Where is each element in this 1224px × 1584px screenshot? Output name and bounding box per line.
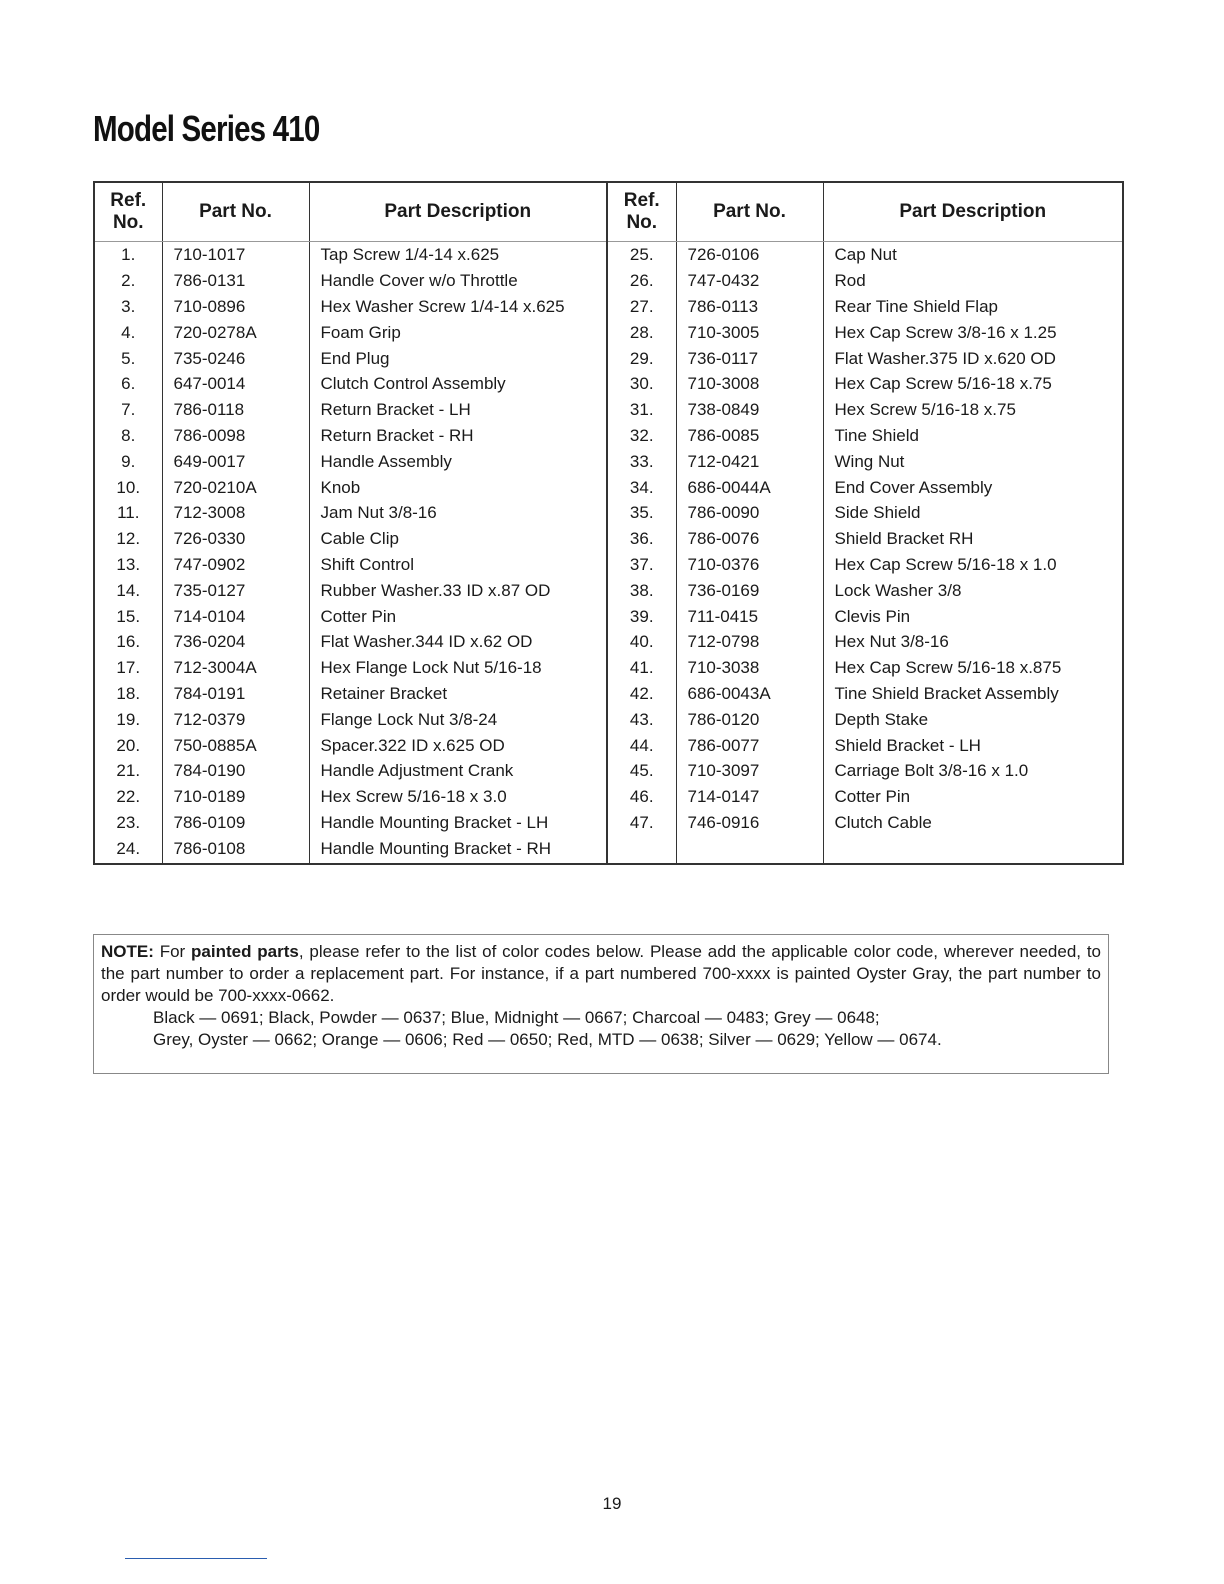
part-description-cell: Handle Cover w/o Throttle — [309, 268, 607, 294]
ref-cell: 22. — [94, 784, 162, 810]
part-no-cell: 786-0077 — [676, 732, 823, 758]
table-row — [94, 345, 1123, 371]
part-description-cell: Rear Tine Shield Flap — [823, 294, 1123, 320]
ref-cell: 18. — [94, 681, 162, 707]
ref-cell: 28. — [607, 319, 676, 345]
note-paragraph: NOTE: For painted parts, please refer to the list of color codes below. Please add the applicable color code, wherever needed, to the part number to order a replacement part. For instance, if a part numbered 700-xxxx is painted Oyster Gray, the part number to order would be 700-xxxx-0662. — [101, 942, 1102, 1005]
ref-cell: 4. — [94, 319, 162, 345]
part-description-cell: Return Bracket - LH — [309, 397, 607, 423]
part-no-cell: 786-0118 — [162, 397, 309, 423]
part-description-cell: Handle Mounting Bracket - RH — [309, 835, 607, 864]
part-no-cell: 747-0902 — [162, 552, 309, 578]
part-description-cell: Hex Cap Screw 5/16-18 x.875 — [823, 655, 1123, 681]
part-no-cell: 786-0108 — [162, 835, 309, 864]
part-no-cell: 786-0120 — [676, 706, 823, 732]
part-description-cell: Knob — [309, 474, 607, 500]
part-no-cell: 726-0330 — [162, 526, 309, 552]
part-no-cell: 710-3097 — [676, 758, 823, 784]
part-description-cell: Shield Bracket RH — [823, 526, 1123, 552]
part-description-cell: Handle Assembly — [309, 448, 607, 474]
part-no-cell: 738-0849 — [676, 397, 823, 423]
ref-cell: 24. — [94, 835, 162, 864]
part-no-cell: 784-0190 — [162, 758, 309, 784]
ref-cell: 41. — [607, 655, 676, 681]
part-description-cell: End Plug — [309, 345, 607, 371]
table-row — [94, 423, 1123, 449]
ref-cell: 21. — [94, 758, 162, 784]
header-part-no: Part No. — [162, 182, 309, 242]
table-row — [94, 294, 1123, 320]
part-description-cell: Clutch Control Assembly — [309, 371, 607, 397]
part-description-cell: Depth Stake — [823, 706, 1123, 732]
parts-table — [93, 181, 1124, 865]
part-no-cell: 710-0896 — [162, 294, 309, 320]
part-no-cell: 712-0379 — [162, 706, 309, 732]
part-no-cell: 712-0798 — [676, 629, 823, 655]
part-description-cell: Flat Washer.344 ID x.62 OD — [309, 629, 607, 655]
part-no-cell: 649-0017 — [162, 448, 309, 474]
table-row — [94, 706, 1123, 732]
part-no-cell: 710-0376 — [676, 552, 823, 578]
part-no-cell: 686-0043A — [676, 681, 823, 707]
table-row — [94, 655, 1123, 681]
part-no-cell: 712-3008 — [162, 500, 309, 526]
ref-cell: 29. — [607, 345, 676, 371]
part-description-cell: Spacer.322 ID x.625 OD — [309, 732, 607, 758]
part-no-cell: 735-0127 — [162, 577, 309, 603]
color-codes-line-2: Grey, Oyster — 0662; Orange — 0606; Red — 0650; Red, MTD — 0638; Silver — 0629; Yellow — 0674. — [153, 1030, 942, 1049]
part-description-cell: Tine Shield — [823, 423, 1123, 449]
ref-cell: 15. — [94, 603, 162, 629]
table-row — [94, 629, 1123, 655]
painted-parts-note — [93, 934, 1109, 1074]
ref-cell: 35. — [607, 500, 676, 526]
ref-cell: 13. — [94, 552, 162, 578]
ref-cell: 38. — [607, 577, 676, 603]
ref-cell: 8. — [94, 423, 162, 449]
part-no-cell: 735-0246 — [162, 345, 309, 371]
part-no-cell: 750-0885A — [162, 732, 309, 758]
ref-cell: 17. — [94, 655, 162, 681]
color-codes-line-1: Black — 0691; Black, Powder — 0637; Blue, Midnight — 0667; Charcoal — 0483; Grey — 0648; — [153, 1008, 880, 1027]
part-no-cell: 710-3005 — [676, 319, 823, 345]
part-no-cell: 714-0147 — [676, 784, 823, 810]
ref-cell: 7. — [94, 397, 162, 423]
ref-cell: 34. — [607, 474, 676, 500]
ref-cell: 19. — [94, 706, 162, 732]
part-no-cell: 786-0076 — [676, 526, 823, 552]
ref-cell: 42. — [607, 681, 676, 707]
ref-cell: 45. — [607, 758, 676, 784]
ref-cell: 46. — [607, 784, 676, 810]
part-description-cell: End Cover Assembly — [823, 474, 1123, 500]
ref-cell: 5. — [94, 345, 162, 371]
ref-cell: 44. — [607, 732, 676, 758]
part-description-cell: Hex Screw 5/16-18 x.75 — [823, 397, 1123, 423]
part-no-cell: 784-0191 — [162, 681, 309, 707]
ref-cell: 11. — [94, 500, 162, 526]
part-description-cell: Lock Washer 3/8 — [823, 577, 1123, 603]
ref-cell: 32. — [607, 423, 676, 449]
ref-cell: 27. — [607, 294, 676, 320]
part-no-cell: 714-0104 — [162, 603, 309, 629]
ref-cell: 14. — [94, 577, 162, 603]
ref-cell: 40. — [607, 629, 676, 655]
table-row — [94, 500, 1123, 526]
part-description-cell: Jam Nut 3/8-16 — [309, 500, 607, 526]
part-description-cell: Clutch Cable — [823, 810, 1123, 836]
part-no-cell: 647-0014 — [162, 371, 309, 397]
part-description-cell: Shift Control — [309, 552, 607, 578]
ref-cell: 47. — [607, 810, 676, 836]
part-description-cell: Tap Screw 1/4-14 x.625 — [309, 242, 607, 268]
header-part-description: Part Description — [309, 182, 607, 242]
part-description-cell: Shield Bracket - LH — [823, 732, 1123, 758]
ref-cell: 9. — [94, 448, 162, 474]
part-description-cell: Cotter Pin — [309, 603, 607, 629]
part-no-cell: 786-0090 — [676, 500, 823, 526]
note-label: NOTE: — [101, 942, 154, 961]
part-description-cell: Flange Lock Nut 3/8-24 — [309, 706, 607, 732]
table-row — [94, 810, 1123, 836]
page-number: 19 — [602, 1494, 622, 1513]
ref-cell: 6. — [94, 371, 162, 397]
part-description-cell: Hex Screw 5/16-18 x 3.0 — [309, 784, 607, 810]
table-row — [94, 681, 1123, 707]
part-description-cell: Hex Flange Lock Nut 5/16-18 — [309, 655, 607, 681]
ref-cell: 16. — [94, 629, 162, 655]
table-row — [94, 448, 1123, 474]
part-no-cell: 686-0044A — [676, 474, 823, 500]
part-description-cell: Rod — [823, 268, 1123, 294]
part-description-cell: Handle Mounting Bracket - LH — [309, 810, 607, 836]
part-description-cell: Return Bracket - RH — [309, 423, 607, 449]
part-no-cell — [676, 835, 823, 864]
ref-cell: 43. — [607, 706, 676, 732]
ref-cell: 37. — [607, 552, 676, 578]
part-description-cell: Tine Shield Bracket Assembly — [823, 681, 1123, 707]
part-no-cell: 712-0421 — [676, 448, 823, 474]
part-description-cell: Hex Nut 3/8-16 — [823, 629, 1123, 655]
ref-cell: 1. — [94, 242, 162, 268]
table-row — [94, 577, 1123, 603]
ref-cell: 33. — [607, 448, 676, 474]
part-no-cell: 710-0189 — [162, 784, 309, 810]
table-row — [94, 835, 1123, 864]
part-description-cell: Hex Cap Screw 5/16-18 x 1.0 — [823, 552, 1123, 578]
table-row — [94, 268, 1123, 294]
ref-cell: 23. — [94, 810, 162, 836]
header-ref-no: Ref. No. — [607, 182, 676, 242]
part-no-cell: 736-0169 — [676, 577, 823, 603]
footer-link-underline — [125, 1558, 267, 1559]
part-no-cell: 710-3038 — [676, 655, 823, 681]
part-description-cell: Retainer Bracket — [309, 681, 607, 707]
ref-cell: 26. — [607, 268, 676, 294]
part-description-cell: Carriage Bolt 3/8-16 x 1.0 — [823, 758, 1123, 784]
part-no-cell: 736-0117 — [676, 345, 823, 371]
part-description-cell: Cotter Pin — [823, 784, 1123, 810]
ref-cell: 30. — [607, 371, 676, 397]
part-description-cell: Side Shield — [823, 500, 1123, 526]
part-description-cell: Wing Nut — [823, 448, 1123, 474]
table-row — [94, 319, 1123, 345]
part-no-cell: 720-0278A — [162, 319, 309, 345]
part-description-cell: Hex Cap Screw 5/16-18 x.75 — [823, 371, 1123, 397]
part-description-cell: Hex Washer Screw 1/4-14 x.625 — [309, 294, 607, 320]
table-row — [94, 603, 1123, 629]
part-no-cell: 786-0085 — [676, 423, 823, 449]
header-part-description: Part Description — [823, 182, 1123, 242]
part-description-cell: Handle Adjustment Crank — [309, 758, 607, 784]
part-no-cell: 746-0916 — [676, 810, 823, 836]
table-header-row — [94, 182, 1123, 242]
part-description-cell: Foam Grip — [309, 319, 607, 345]
part-no-cell: 711-0415 — [676, 603, 823, 629]
part-no-cell: 736-0204 — [162, 629, 309, 655]
ref-cell: 36. — [607, 526, 676, 552]
table-row — [94, 526, 1123, 552]
ref-cell: 3. — [94, 294, 162, 320]
part-no-cell: 710-1017 — [162, 242, 309, 268]
part-no-cell: 712-3004A — [162, 655, 309, 681]
part-description-cell: Cap Nut — [823, 242, 1123, 268]
ref-cell: 31. — [607, 397, 676, 423]
table-row — [94, 371, 1123, 397]
part-description-cell: Flat Washer.375 ID x.620 OD — [823, 345, 1123, 371]
part-no-cell: 726-0106 — [676, 242, 823, 268]
note-bold-text: painted parts — [191, 942, 299, 961]
page-title: Model Series 410 — [93, 108, 320, 149]
part-description-cell: Cable Clip — [309, 526, 607, 552]
table-row — [94, 732, 1123, 758]
part-description-cell: Hex Cap Screw 3/8-16 x 1.25 — [823, 319, 1123, 345]
table-row — [94, 242, 1123, 268]
part-no-cell: 747-0432 — [676, 268, 823, 294]
part-no-cell: 720-0210A — [162, 474, 309, 500]
part-no-cell: 786-0131 — [162, 268, 309, 294]
part-description-cell: Rubber Washer.33 ID x.87 OD — [309, 577, 607, 603]
ref-cell — [607, 835, 676, 864]
ref-cell: 25. — [607, 242, 676, 268]
part-no-cell: 710-3008 — [676, 371, 823, 397]
table-row — [94, 397, 1123, 423]
table-row — [94, 552, 1123, 578]
ref-cell: 2. — [94, 268, 162, 294]
part-description-cell: Clevis Pin — [823, 603, 1123, 629]
part-no-cell: 786-0109 — [162, 810, 309, 836]
table-row — [94, 758, 1123, 784]
ref-cell: 39. — [607, 603, 676, 629]
part-description-cell — [823, 835, 1123, 864]
header-ref-no: Ref. No. — [94, 182, 162, 242]
table-row — [94, 474, 1123, 500]
header-part-no: Part No. — [676, 182, 823, 242]
table-row — [94, 784, 1123, 810]
ref-cell: 12. — [94, 526, 162, 552]
part-no-cell: 786-0098 — [162, 423, 309, 449]
ref-cell: 10. — [94, 474, 162, 500]
part-no-cell: 786-0113 — [676, 294, 823, 320]
ref-cell: 20. — [94, 732, 162, 758]
